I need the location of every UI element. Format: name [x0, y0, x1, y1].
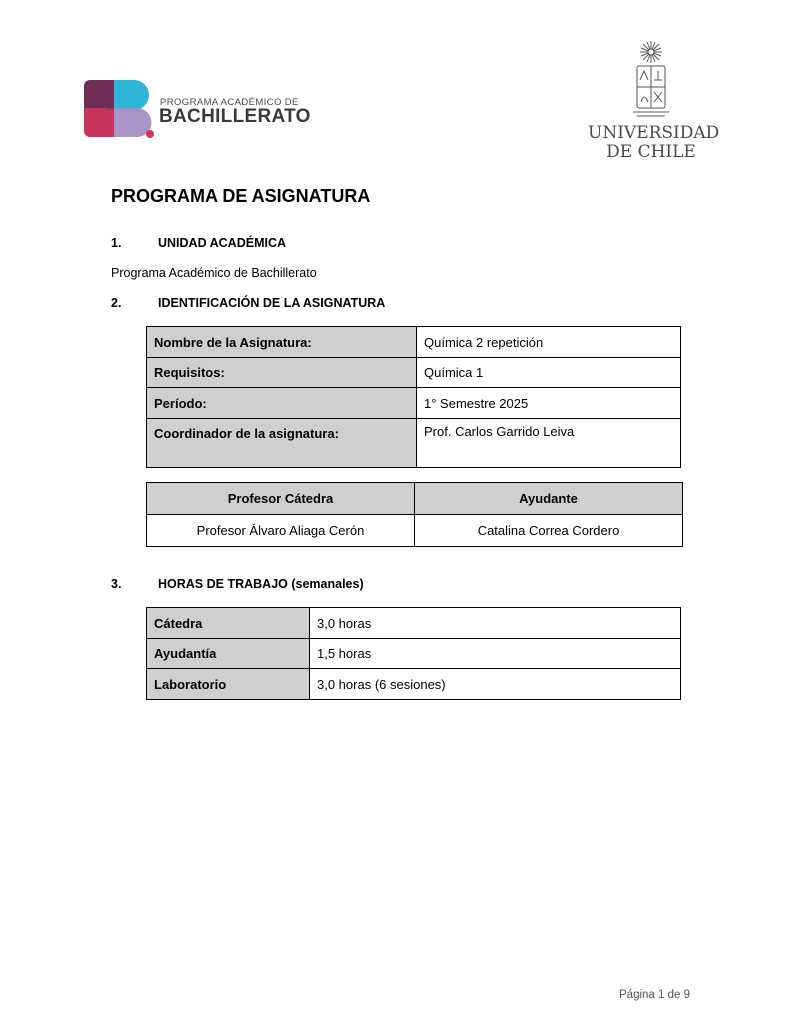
table-header-row — [147, 483, 683, 515]
bachillerato-logo-icon — [84, 80, 154, 140]
value-cell: 3,0 horas (6 sesiones) — [310, 669, 681, 700]
table-row — [147, 327, 681, 358]
logo-title: BACHILLERATO — [159, 106, 311, 127]
section-3-title: HORAS DE TRABAJO (semanales) — [158, 577, 364, 591]
table-row — [147, 639, 681, 669]
table-row — [147, 358, 681, 388]
university-name-line2: DE CHILE — [606, 142, 696, 162]
table-row — [147, 515, 683, 547]
label-cell: Coordinador de la asignatura: — [147, 419, 417, 468]
table-row — [147, 608, 681, 639]
section-1-body: Programa Académico de Bachillerato — [111, 266, 317, 280]
label-cell: Cátedra — [147, 608, 310, 639]
university-crest-icon — [627, 40, 675, 120]
value-cell: Prof. Carlos Garrido Leiva — [417, 419, 681, 468]
table-row — [147, 419, 681, 468]
section-2-title: IDENTIFICACIÓN DE LA ASIGNATURA — [158, 296, 386, 310]
value-cell: Química 2 repetición — [417, 327, 681, 358]
university-name-line1: UNIVERSIDAD — [588, 123, 720, 143]
section-2-number: 2. — [111, 296, 122, 310]
header-cell: Ayudante — [415, 483, 683, 515]
label-cell: Laboratorio — [147, 669, 310, 700]
section-3-number: 3. — [111, 577, 122, 591]
table-row — [147, 669, 681, 700]
value-cell: 1° Semestre 2025 — [417, 388, 681, 419]
label-cell: Requisitos: — [147, 358, 417, 388]
value-cell: 1,5 horas — [310, 639, 681, 669]
section-1-title: UNIDAD ACADÉMICA — [158, 236, 287, 250]
page-number: Página 1 de 9 — [619, 989, 690, 1001]
page-title: PROGRAMA DE ASIGNATURA — [111, 186, 371, 206]
identification-table — [146, 326, 681, 468]
staff-table — [146, 482, 683, 547]
value-cell: Química 1 — [417, 358, 681, 388]
hours-table — [146, 607, 681, 700]
value-cell: Catalina Correa Cordero — [415, 515, 683, 547]
section-1-number: 1. — [111, 236, 122, 250]
label-cell: Período: — [147, 388, 417, 419]
table-row — [147, 388, 681, 419]
header-cell: Profesor Cátedra — [147, 483, 415, 515]
label-cell: Ayudantía — [147, 639, 310, 669]
logo-subtitle: PROGRAMA ACADÉMICO DE — [160, 97, 299, 108]
label-cell: Nombre de la Asignatura: — [147, 327, 417, 358]
value-cell: 3,0 horas — [310, 608, 681, 639]
value-cell: Profesor Álvaro Aliaga Cerón — [147, 515, 415, 547]
